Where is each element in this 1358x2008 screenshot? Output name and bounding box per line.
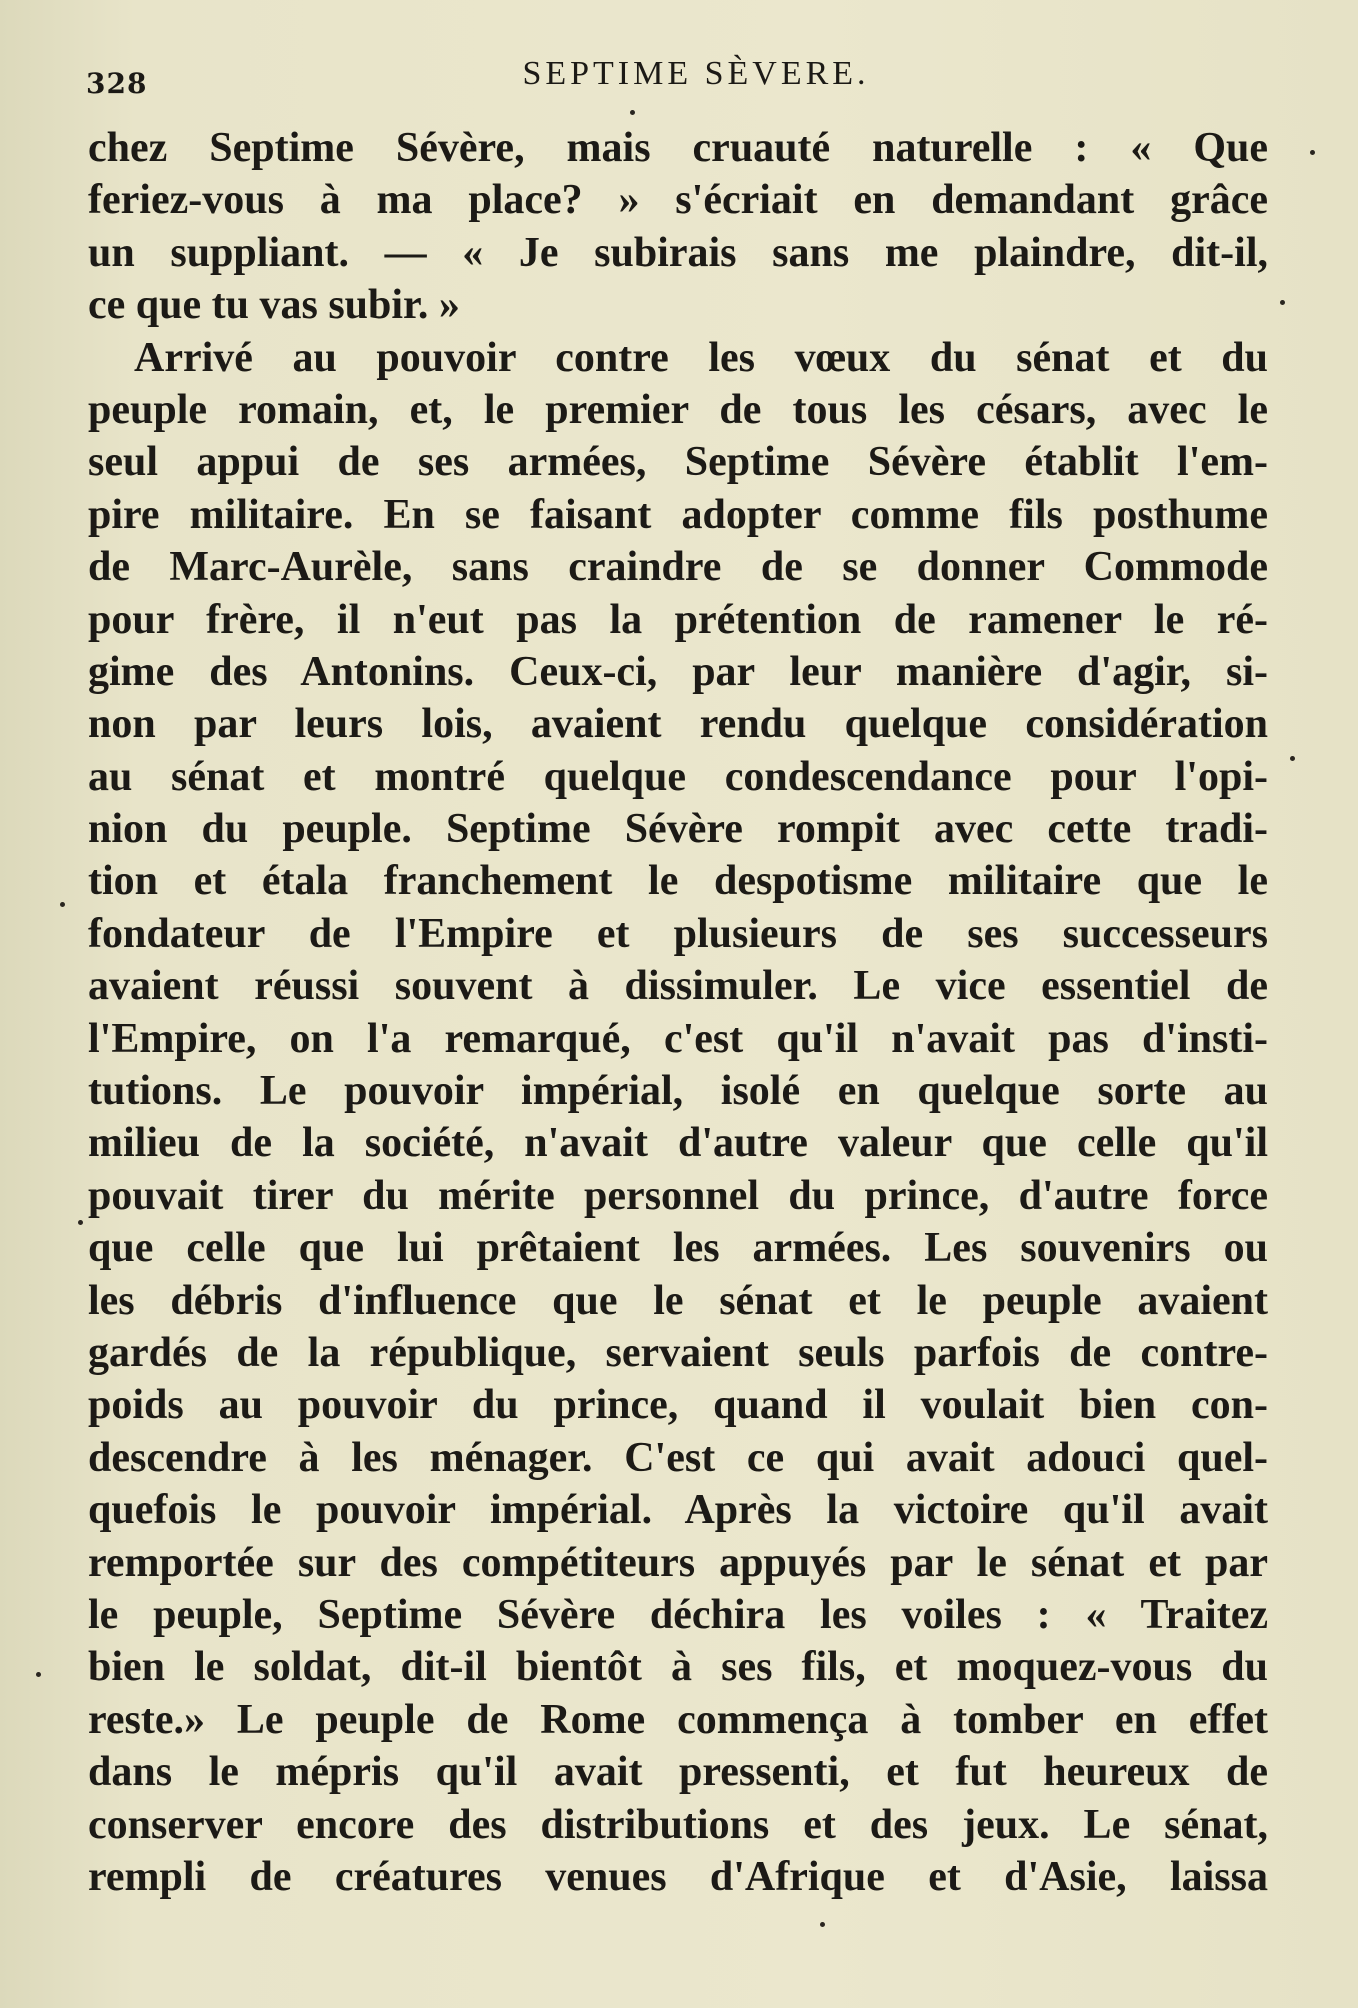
text-line: conserver encore des distributions et des jeux. Le sénat, <box>88 1801 1268 1848</box>
text-line: les débris d'influence que le sénat et le peuple avaient <box>88 1277 1268 1324</box>
text-line: remportée sur des compétiteurs appuyés par le sénat et par <box>88 1539 1268 1586</box>
text-line: de Marc-Aurèle, sans craindre de se donner Commode <box>88 544 1268 591</box>
text-line: dans le mépris qu'il avait pressenti, et fut heureux de <box>88 1749 1268 1796</box>
text-line: nion du peuple. Septime Sévère rompit avec cette tradi- <box>88 806 1268 853</box>
ink-speck <box>1280 300 1285 305</box>
ink-speck <box>36 1672 41 1677</box>
running-title: SEPTIME SÈVERE. <box>522 55 870 92</box>
text-line: tion et étala franchement le despotisme militaire que le <box>88 858 1268 905</box>
text-line: seul appui de ses armées, Septime Sévère établit l'em- <box>88 439 1268 486</box>
text-line: l'Empire, on l'a remarqué, c'est qu'il n'avait pas d'insti- <box>88 1015 1268 1062</box>
text-line: un suppliant. — « Je subirais sans me plaindre, dit-il, <box>88 229 1268 276</box>
text-line: bien le soldat, dit-il bientôt à ses fils, et moquez-vous du <box>88 1644 1268 1691</box>
text-line: descendre à les ménager. C'est ce qui avait adouci quel- <box>88 1434 1268 1481</box>
text-line: fondateur de l'Empire et plusieurs de ses successeurs <box>88 910 1268 957</box>
text-line: avaient réussi souvent à dissimuler. Le vice essentiel de <box>88 963 1268 1010</box>
ink-speck <box>78 1220 83 1225</box>
text-line: poids au pouvoir du prince, quand il voulait bien con- <box>88 1382 1268 1429</box>
text-line: gardés de la république, servaient seuls parfois de contre- <box>88 1329 1268 1376</box>
text-line: au sénat et montré quelque condescendance pour l'opi- <box>88 753 1268 800</box>
text-line: que celle que lui prêtaient les armées. Les souvenirs ou <box>88 1225 1268 1272</box>
text-line: non par leurs lois, avaient rendu quelque considération <box>88 701 1268 748</box>
text-line: rempli de créatures venues d'Afrique et d'Asie, laissa <box>88 1853 1268 1900</box>
text-line: tutions. Le pouvoir impérial, isolé en quelque sorte au <box>88 1068 1268 1115</box>
ink-speck <box>630 110 635 115</box>
text-line: le peuple, Septime Sévère déchira les voiles : « Traitez <box>88 1591 1268 1638</box>
text-line: Arrivé au pouvoir contre les vœux du sénat et du <box>134 334 1268 381</box>
text-line: reste.» Le peuple de Rome commença à tomber en effet <box>88 1696 1268 1743</box>
ink-speck <box>1290 756 1295 761</box>
text-line: pour frère, il n'eut pas la prétention de ramener le ré- <box>88 596 1268 643</box>
ink-speck <box>820 1922 825 1927</box>
text-line: feriez-vous à ma place? » s'écriait en demandant grâce <box>88 177 1268 224</box>
text-line: ce que tu vas subir. » <box>88 282 460 329</box>
text-line: gime des Antonins. Ceux-ci, par leur manière d'agir, si- <box>88 648 1268 695</box>
body-text <box>88 122 1268 1903</box>
text-line: quefois le pouvoir impérial. Après la victoire qu'il avait <box>88 1487 1268 1534</box>
page-number: 328 <box>86 67 148 100</box>
ink-speck <box>60 902 65 907</box>
ink-speck <box>1310 150 1315 155</box>
text-line: pouvait tirer du mérite personnel du prince, d'autre force <box>88 1172 1268 1219</box>
text-line: pire militaire. En se faisant adopter comme fils posthume <box>88 491 1268 538</box>
text-line: milieu de la société, n'avait d'autre valeur que celle qu'il <box>88 1120 1268 1167</box>
page-header <box>86 55 1266 115</box>
text-line: chez Septime Sévère, mais cruauté naturelle : « Que <box>88 125 1268 171</box>
text-line: peuple romain, et, le premier de tous les césars, avec le <box>88 386 1268 433</box>
